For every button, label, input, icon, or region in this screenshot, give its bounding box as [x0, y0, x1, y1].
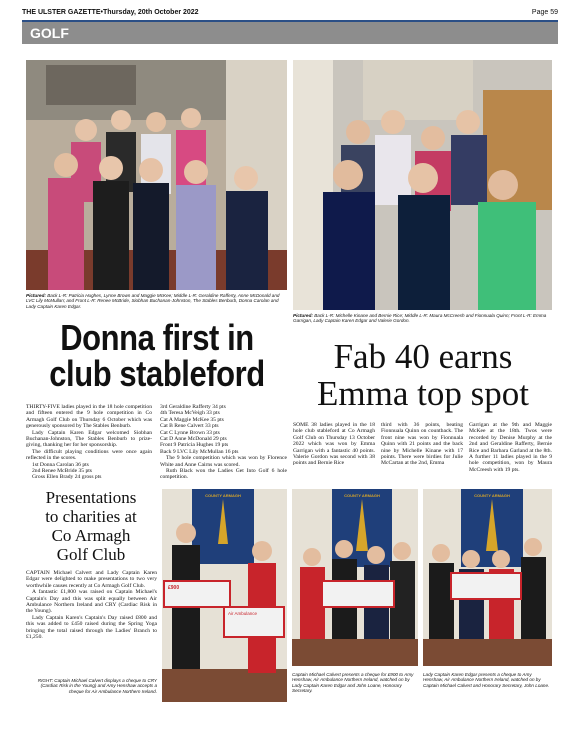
- headline-line: Golf Club: [56, 545, 126, 564]
- paragraph: SOME 38 ladies played in the 18 hole club stableford at Co Armagh Golf Club on Thursday 13 October 2022 which was won by Emma Garrigan with a fantastic 40 points. Valerie Gordon was second with 38 points and Bernie Rice: [293, 422, 375, 467]
- headline-line: Presentations: [45, 488, 137, 507]
- result-line: 3rd Geraldine Rafferty 34 pts: [160, 404, 226, 410]
- paragraph: CAPTAIN Michael Calvert and Lady Captain Karen Edgar were delighted to make presentations to two very worthwhile causes recently at Co Armagh Golf Club.: [26, 570, 157, 589]
- caption-text: Captain Michael Calvert presents a cheque for £900 to Amy Henshaw, Air Ambulance Northern Ireland, watched on by Lady Captain Karen Edgar and John Loane, Honorary Secretary.: [292, 672, 414, 694]
- story1-col1: [26, 404, 152, 481]
- photo-group-stableford: [26, 60, 287, 290]
- photo-air-ambulance-lady-captain: [423, 489, 552, 666]
- paragraph: Lady Captain Karen's Captain's Day raised £800 and this was added to £450 raised during the Spring Yoga bringing the total raised through the Ladies' Branch to £1,250.: [26, 614, 157, 641]
- paragraph: The difficult playing conditions were once again reflected in the scores.: [26, 448, 152, 462]
- result-line: Cat C Lynne Brown 33 pts: [160, 429, 220, 436]
- section-band: [22, 20, 558, 44]
- caption-lead: Pictured:: [293, 313, 313, 318]
- headline-presentations: [24, 488, 158, 564]
- result-line: Cat A Maggie McKee 35 pts: [160, 416, 224, 423]
- paragraph: THIRTY-FIVE ladies played in the 18 hole competition and fifteen entered the 9 hole competition in Co Armagh Golf Club on Thursday 6 October which was generously sponsored by The Stables Benburb.: [26, 404, 152, 430]
- result-line: Front 9 Patricia Hughes 19 pts: [160, 442, 229, 449]
- story3-body: [26, 570, 157, 640]
- headline-line: club stableford: [49, 353, 265, 394]
- result-line: Gross Ellen Brady 24 gross pts: [32, 474, 102, 481]
- section-label: GOLF: [30, 25, 69, 41]
- photo2-caption: [293, 313, 552, 324]
- club-crest-text: COUNTY ARMAGH: [344, 493, 380, 498]
- photo1-caption: [26, 293, 288, 309]
- paragraph: Lady Captain Karen Edgar welcomed Siobhan Buchanan-Johnston, The Stables Benburb to prize-giving, thanking her for her sponsorship.: [26, 429, 152, 449]
- photo-group-fab40: [293, 60, 552, 310]
- photo5-caption: [423, 672, 552, 688]
- caption-text: RIGHT: Captain Michael Calvert displays a cheque to CRY (Cardiac Risk in the Young) and Amy Henshaw accepts a cheque for Air Ambulance Northern Ireland.: [37, 678, 157, 694]
- story3-caption: [26, 678, 157, 694]
- headline-line: Donna first in: [60, 317, 254, 358]
- result-line: Back 9 LVC Lily McMullan 16 pts: [160, 448, 239, 455]
- result-line: Cat D Anne McDonald 29 pts: [160, 436, 227, 443]
- story1-col2: [160, 404, 287, 481]
- result-line: 1st Donna Carolan 36 pts: [32, 461, 89, 468]
- paragraph: The 9 hole competition which was won by Florence White and Anne Cairns was scored.: [160, 455, 287, 468]
- story2-col3: [469, 422, 552, 473]
- paragraph: A fantastic £1,800 was raised on Captain Michael's Captain's Day and this was split equally between Air Ambulance Northern Ireland and CRY (Cardiac Risk in the Young).: [26, 589, 157, 615]
- page-number: Page 59: [531, 9, 558, 16]
- headline-line: Emma top spot: [317, 374, 529, 413]
- paragraph: third with 36 points, beating Fionnuala Quinn on countback. The front nine was won by Fionnuala Quinn with 21 points and the back nine by Michelle Kinane with 17 points. There were birdies for Julie McCartan at the 2nd, Emma: [381, 422, 463, 467]
- result-line: Cat B Rene Calvert 33 pts: [160, 423, 219, 430]
- club-crest-text: COUNTY ARMAGH: [205, 493, 241, 498]
- headline-emma: [293, 338, 553, 412]
- page-header: [22, 6, 558, 20]
- headline-donna: [28, 317, 286, 394]
- masthead-date: THE ULSTER GAZETTE•Thursday, 20th October 2022: [22, 9, 199, 16]
- paragraph: Ruth Black won the Ladies Get Into Golf 6 hole competition.: [160, 468, 287, 481]
- cheque-amount: £900: [168, 585, 180, 591]
- result-line: 2nd Renee McBride 35 pts: [32, 468, 92, 475]
- headline-line: Co Armagh: [51, 526, 131, 545]
- caption-text: Back L-R: Patricia Hughes, Lynne Brown and Maggie McKee; Middle L-R: Geraldine Rafferty, Anne McDonald and LVC Lily McMullan; and Front L-R: Renee McBride, Siobhan Buchanan-Johnston, The Stables Benburb, Donna Carolan and Lady Captain Karen Edgar.: [26, 293, 280, 309]
- cheque-label: Air Ambulance: [228, 611, 258, 616]
- paragraph: Garrigan at the 9th and Maggie McKee at the 18th. Twos were recorded by Denise Murphy at the 2nd and Geraldine Rafferty, Bernie Rice and Barbara Garland at the 8th. A further 11 ladies played in the 9 hole competition, won by Maura McCreesh with 19 pts.: [469, 422, 552, 473]
- photo-air-ambulance-captain: [292, 489, 418, 666]
- photo-cheque-presentation: [162, 489, 287, 702]
- headline-line: to charities at: [45, 507, 137, 526]
- result-line: 4th Teresa McVeigh 33 pts: [160, 410, 220, 417]
- headline-line: Fab 40 earns: [333, 337, 513, 376]
- caption-text: Back L-R: Michelle Kinane and Bernie Rice; Middle L-R: Maura McCreesh and Fionnuala Quinn; Front L-R: Emma Garrigan, Lady Captain Karen Edgar and Valerie Gordon.: [293, 313, 547, 324]
- story2-col2: [381, 422, 463, 467]
- caption-text: Lady Captain Karen Edgar presents a cheque to Amy Henshaw, Air Ambulance Northern Ireland, watched on by Captain Michael Calvert and Honorary Secretary, John Loane.: [423, 672, 550, 688]
- caption-lead: Pictured:: [26, 293, 46, 298]
- story2-col1: [293, 422, 375, 467]
- club-crest-text: COUNTY ARMAGH: [474, 493, 510, 498]
- photo4-caption: [292, 672, 418, 694]
